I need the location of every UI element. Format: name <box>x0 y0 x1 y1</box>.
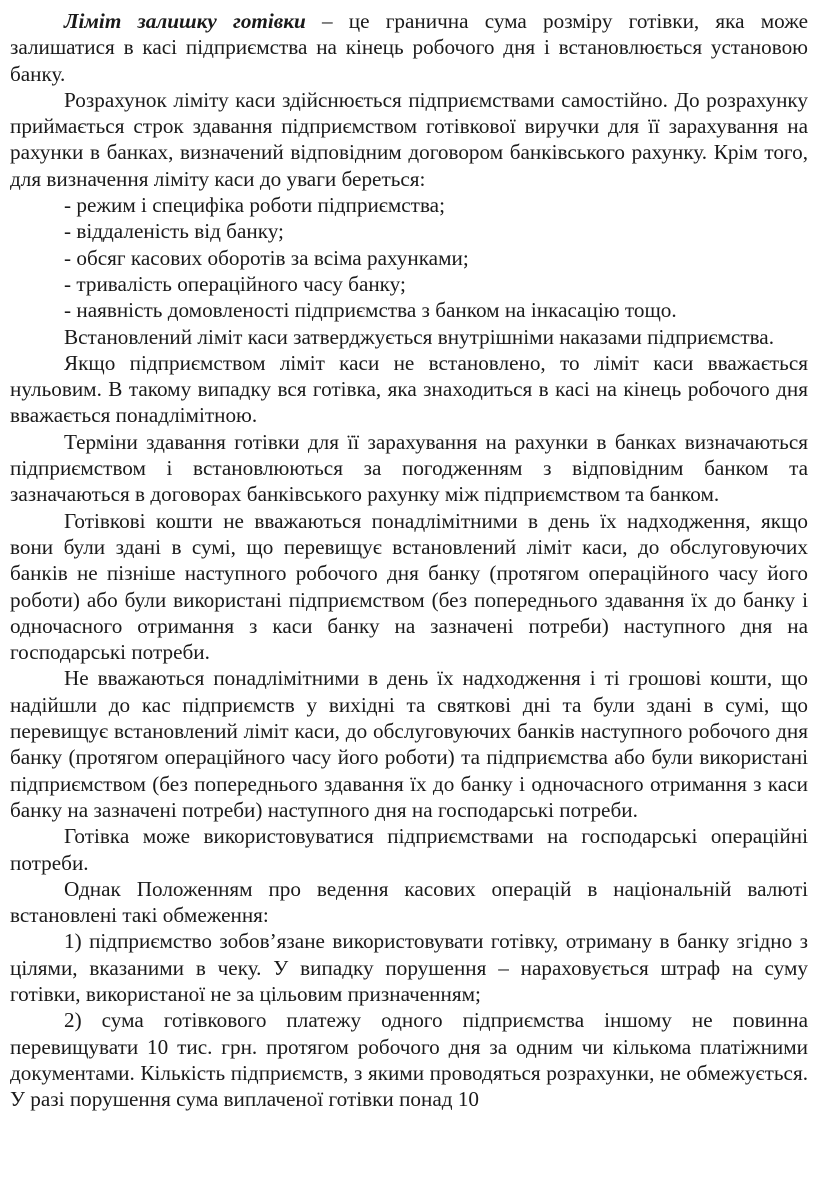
term-cash-limit: Ліміт залишку готівки <box>64 9 306 33</box>
definition-text: – це гранична сума розміру готівки, яка може залишатися в касі підприємства на кінець робочого дня і встановлюється установою банку. <box>10 9 808 86</box>
paragraph-not-excess: Готівкові кошти не вважаються понадлімітними в день їх надходження, якщо вони були здані в сумі, що перевищує встановлений ліміт каси, до обслуговуючих банків не пізніше наступного робочого дня банку (протягом операційного часу його роботи) або були використані підприємством (без попереднього здавання їх до банку і одночасного отримання з каси банку на зазначені потреби) наступного дня на господарські потреби. <box>10 508 808 665</box>
paragraph-zero-limit: Якщо підприємством ліміт каси не встановлено, то ліміт каси вважається нульовим. В такому випадку вся готівка, яка знаходиться в касі на кінець робочого дня вважається понадлімітною. <box>10 350 808 428</box>
paragraph-calculation: Розрахунок ліміту каси здійснюється підприємствами самостійно. До розрахунку приймається строк здавання підприємством готівкової виручки для її зарахування на рахунки в банках, визначений відповідним договором банківського рахунку. Крім того, для визначення ліміту каси до уваги береться: <box>10 87 808 191</box>
restriction-item: 2) сума готівкового платежу одного підприємства іншому не повинна перевищувати 10 тис. грн. протягом робочого дня за одним чи кількома платіжними документами. Кількість підприємств, з якими проводяться розрахунки, не обмежується. У разі порушення сума виплаченої готівки понад 10 <box>10 1008 808 1112</box>
paragraph-restrictions: Однак Положенням про ведення касових операцій в національній валюті встановлені такі обмеження: <box>10 876 808 928</box>
factor-list-item: - режим і специфіка роботи підприємства; <box>64 193 445 218</box>
paragraph-definition <box>10 8 808 87</box>
factor-list-item: - обсяг касових оборотів за всіма рахунками; <box>64 245 469 270</box>
restriction-item: 1) підприємство зобов’язане використовувати готівку, отриману в банку згідно з цілями, вказаними в чеку. У випадку порушення – нараховується штраф на суму готівки, використаної не за цільовим призначенням; <box>10 929 808 1006</box>
factor-list-item: - наявність домовленості підприємства з банком на інкасацію тощо. <box>64 298 677 323</box>
paragraph-weekends: Не вважаються понадлімітними в день їх надходження і ті грошові кошти, що надійшли до кас підприємств у вихідні та святкові дні та були здані в сумі, що перевищує встановлений ліміт каси, до обслуговуючих банків наступного робочого дня банку (протягом операційного часу його роботи) та підприємства або були використані підприємством (без попереднього здавання їх до банку і одночасного отримання з каси банку на зазначені потреби) наступного дня на господарські потреби. <box>10 666 808 822</box>
factor-list-item: - віддаленість від банку; <box>64 219 284 244</box>
document-page <box>10 8 808 1112</box>
paragraph-usage: Готівка може використовуватися підприємствами на господарські операційні потреби. <box>10 824 808 875</box>
factor-list-item: - тривалість операційного часу банку; <box>64 271 406 296</box>
paragraph-deposit-terms: Терміни здавання готівки для її зарахування на рахунки в банках визначаються підприємством і встановлюються за погодженням з відповідним банком та зазначаються в договорах банківського рахунку між підприємством та банком. <box>10 429 808 507</box>
paragraph-approval: Встановлений ліміт каси затверджується внутрішніми наказами підприємства. <box>64 324 775 349</box>
